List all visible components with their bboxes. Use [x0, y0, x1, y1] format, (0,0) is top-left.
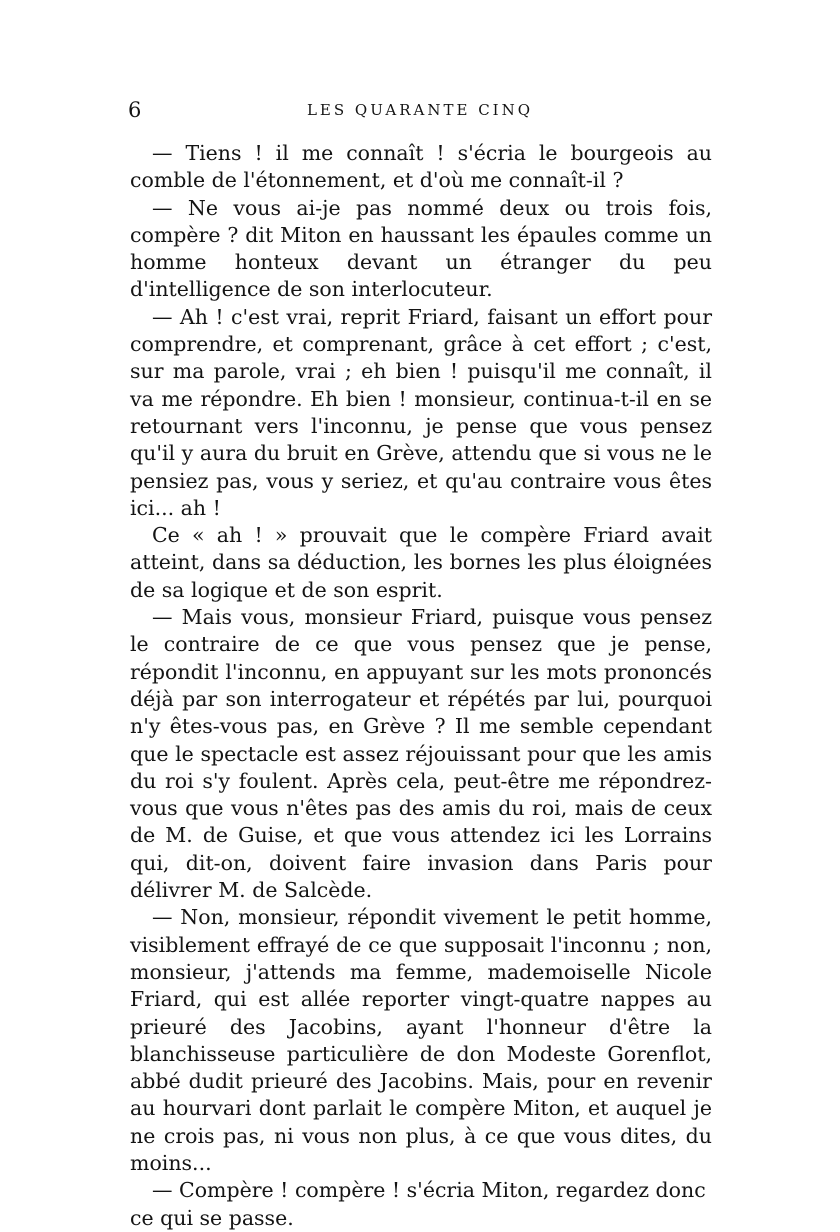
- page-header: [128, 96, 712, 128]
- paragraph-1: — Tiens ! il me connaît ! s'écria le bourgeois au comble de l'étonnement, et d'où me connaît-il ?: [130, 141, 712, 193]
- paragraph-6: — Non, monsieur, répondit vivement le petit homme, visiblement effrayé de ce que supposait l'inconnu ; non, monsieur, j'attends ma femme, mademoiselle Nicole Friard, qui est allée reporter vingt-quatre nappes au prieuré des Jacobins, ayant l'honneur d'être la blanchisseuse particulière de don Modeste Gorenflot, abbé dudit prieuré des Jacobins. Mais, pour en revenir au hourvari dont parlait le compère Miton, et auquel je ne crois pas, ni vous non plus, à ce que vous dites, du moins...: [130, 905, 712, 1175]
- paragraph-7: — Compère ! compère ! s'écria Miton, regardez donc ce qui se passe.: [130, 1178, 706, 1230]
- paragraph-4: Ce « ah ! » prouvait que le compère Friard avait atteint, dans sa déduction, les bornes les plus éloignées de sa logique et de son esprit.: [130, 523, 712, 602]
- body-text: [130, 140, 712, 1232]
- running-title: LES QUARANTE CINQ: [306, 101, 534, 119]
- paragraph-5: — Mais vous, monsieur Friard, puisque vous pensez le contraire de ce que vous pensez que je pense, répondit l'inconnu, en appuyant sur les mots prononcés déjà par son interrogateur et répétés par lui, pourquoi n'y êtes-vous pas, en Grève ? Il me semble cependant que le spectacle est assez réjouissant pour que les amis du roi s'y foulent. Après cela, peut-être me répondrez-vous que vous n'êtes pas des amis du roi, mais de ceux de M. de Guise, et que vous attendez ici les Lorrains qui, dit-on, doivent faire invasion dans Paris pour délivrer M. de Salcède.: [130, 605, 712, 903]
- paragraph-2: — Ne vous ai-je pas nommé deux ou trois fois, compère ? dit Miton en haussant les épaules comme un homme honteux devant un étranger du peu d'intelligence de son interlocuteur.: [130, 195, 712, 302]
- paragraph-3: — Ah ! c'est vrai, reprit Friard, faisant un effort pour comprendre, et comprenant, grâce à cet effort ; c'est, sur ma parole, vrai ; eh bien ! puisqu'il me connaît, il va me répondre. Eh bien ! monsieur, continua-t-il en se retournant vers l'inconnu, je pense que vous pensez qu'il y aura du bruit en Grève, attendu que si vous ne le pensiez pas, vous y seriez, et qu'au contraire vous êtes ici... ah !: [130, 304, 712, 520]
- page-number: 6: [128, 98, 142, 122]
